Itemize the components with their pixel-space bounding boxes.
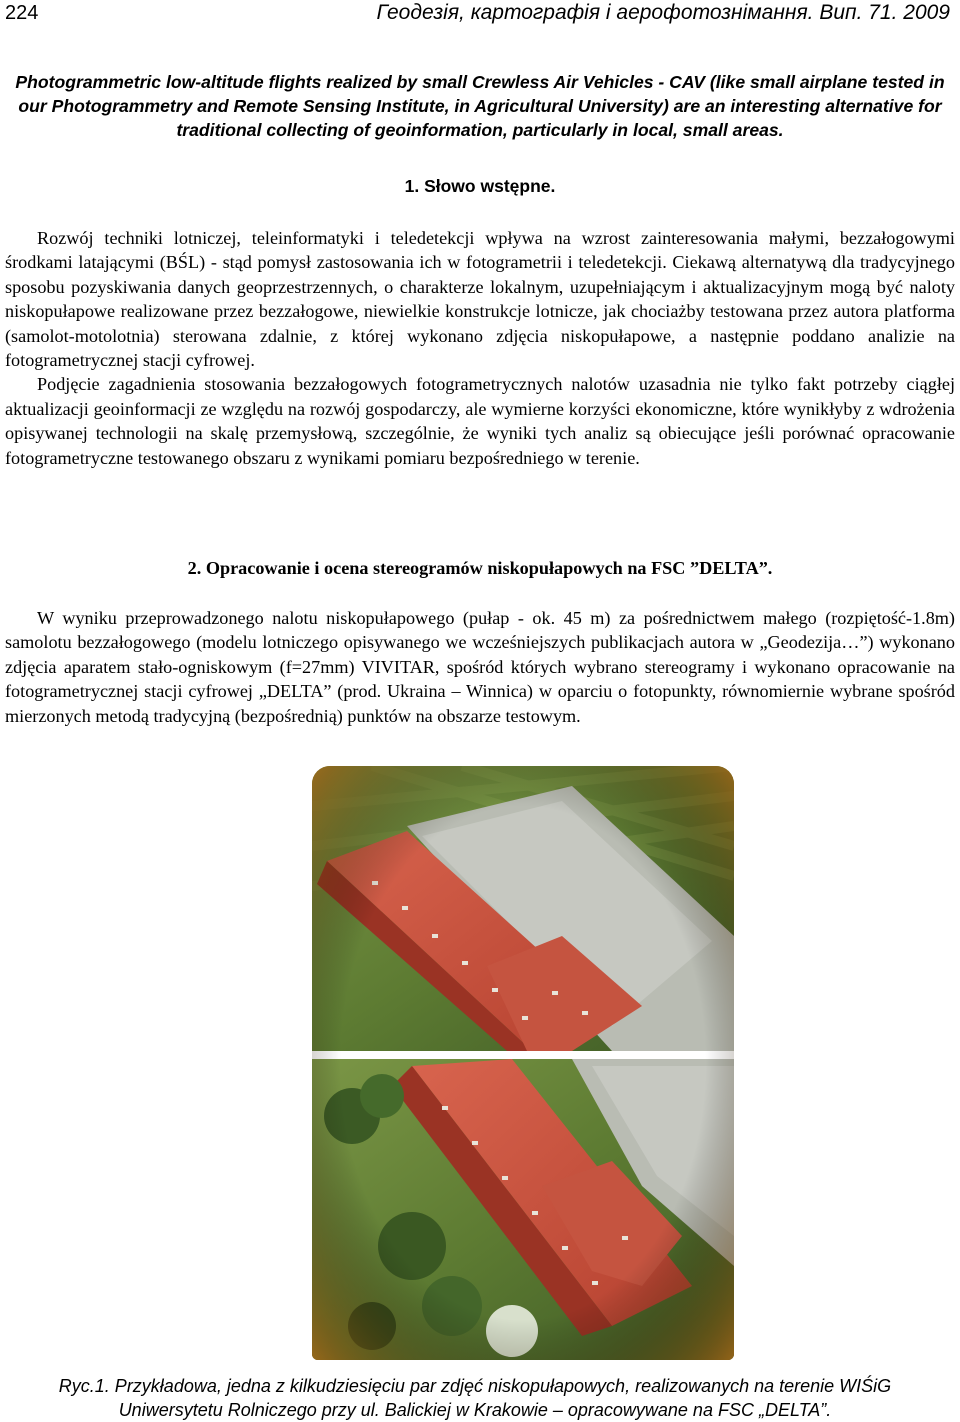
- section-2-heading: 2. Opracowanie i ocena stereogramów niskopułapowych na FSC ”DELTA”.: [187, 558, 773, 578]
- section-1-body: [5, 226, 955, 470]
- document-page: [5, 0, 955, 726]
- section-1-heading: 1. Słowo wstępne.: [404, 176, 556, 196]
- aerial-stereo-photo: [312, 766, 734, 1360]
- journal-title: Геодезія, картографія і аерофотознімання. Вип. 71. 2009: [376, 1, 950, 24]
- abstract: Photogrammetric low-altitude flights realized by small Crewless Air Vehicles - CAV (like small airplane tested in our Photogrammetry and Remote Sensing Institute, in Agricultural University) are an interesting alternative for traditional collecting of geoinformation, particularly in local, small areas.: [15, 72, 945, 140]
- running-header: [5, 0, 955, 30]
- aerial-photo-illustration: [312, 766, 734, 1360]
- page-number: 224: [5, 2, 39, 24]
- caption-line-2: Uniwersytetu Rolniczego przy ul. Balickiej w Krakowie – opracowywane na FSC „DELTA”.: [118, 1400, 832, 1420]
- paragraph: Rozwój techniki lotniczej, teleinformatyki i teledetekcji wpływa na wzrost zainteresowania małymi, bezzałogowymi środkami latającymi (BŚL) - stąd pomysł zastosowania ich w fotogrametrii i teledetekcji. Ciekawą alternatywą dla tradycyjnego sposobu pozyskiwania danych geoprzestrzennych, o charakterze lokalnym, uzupełniającym i aktualizacyjnym mogą być naloty niskopułapowe realizowane przez bezzałogowe, niewielkie konstrukcje lotnicze, jak chociażby testowana przez autora platforma (samolot-motolotnia) sterowana zdalnie, z której wykonano zdjęcia niskopułapowe, a następnie poddano analizie na fotogrametrycznej stacji cyfrowej.: [5, 228, 955, 371]
- paragraph: Podjęcie zagadnienia stosowania bezzałogowych fotogrametrycznych nalotów uzasadnia nie tylko fakt potrzeby ciągłej aktualizacji geoinformacji ze względu na rozwój gospodarczy, ale wymierne korzyści ekonomiczne, które wynikłyby z wdrożenia opisywanej technologii na skalę przemysłową, szczególnie, że wyniki tych analiz są obiecujące jeśli porównać opracowanie fotogrametryczne testowanego obszaru z wynikami pomiaru bezpośredniego w terenie.: [5, 374, 955, 468]
- paragraph: W wyniku przeprowadzonego nalotu niskopułapowego (pułap - ok. 45 m) za pośrednictwem małego (rozpiętość-1.8m) samolotu bezzałogowego (modelu lotniczego opisywanego we wcześniejszych publikacjach autora w „Geodezija…”) wykonano zdjęcia aparatem stało-ogniskowym (f=27mm) VIVITAR, spośród których wybrano stereogramy i wykonano opracowanie na fotogrametrycznej stacji cyfrowej „DELTA” (prod. Ukraina – Winnica) w oparciu o fotopunkty, równomiernie wybrane spośród mierzonych metodą tradycyjną (bezpośrednią) punktów na obszarze testowym.: [5, 608, 955, 726]
- caption-line-1: Ryc.1. Przykładowa, jedna z kilkudziesięciu par zdjęć niskopułapowych, realizowanych na terenie WIŚiG: [58, 1376, 892, 1396]
- figure-caption: [0, 1374, 950, 1422]
- section-2-body: [5, 606, 955, 728]
